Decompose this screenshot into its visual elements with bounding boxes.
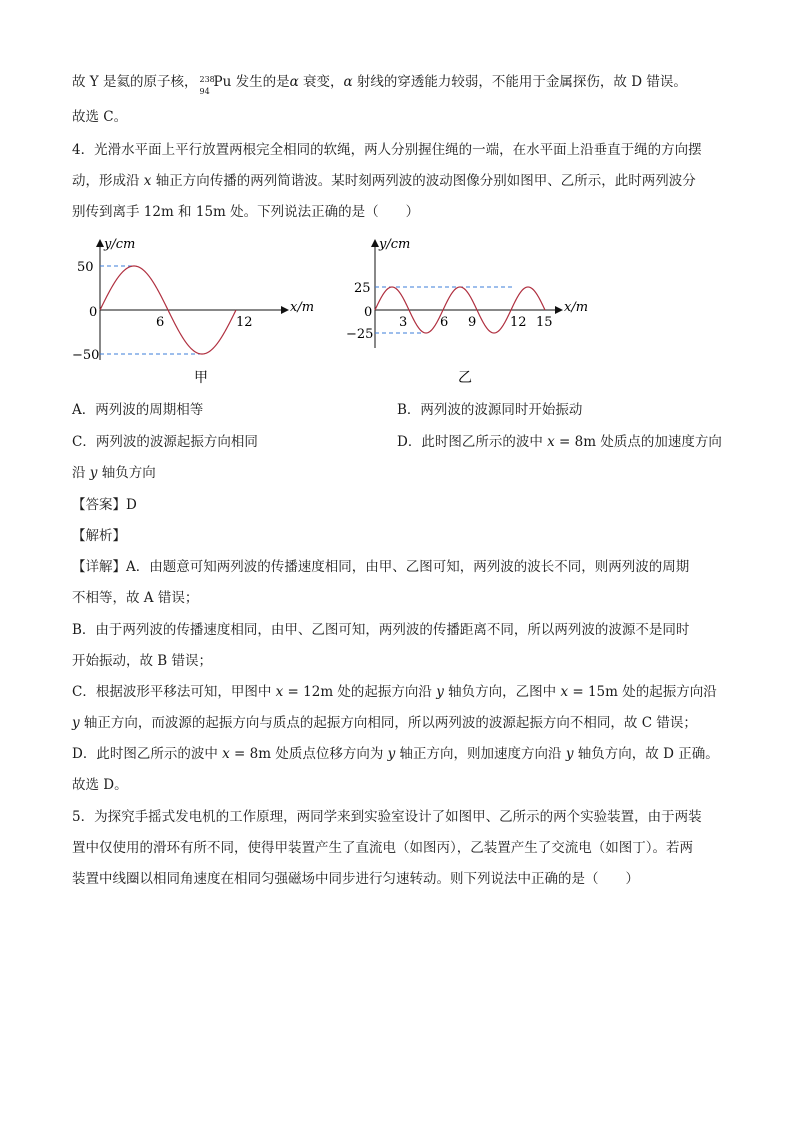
- figure-label-jia: 甲: [194, 370, 208, 386]
- question-4-line-3: 别传到离手 12m 和 15m 处。下列说法正确的是（ ）: [72, 204, 420, 220]
- detail-d-line-1: [72, 745, 719, 763]
- element-symbol: Pu: [213, 74, 232, 90]
- math-var: x: [547, 434, 555, 450]
- text-span: 射线的穿透能力较弱，不能用于金属探伤，故 D 错误。: [352, 74, 687, 90]
- text-span: 故 Y 是氦的原子核，: [72, 74, 198, 90]
- x-tick-label: 12: [510, 315, 527, 330]
- y-tick-label-max: 25: [354, 281, 371, 296]
- detail-b-line-1: B．由于两列波的传播速度相同，由甲、乙图可知，两列波的传播距离不同，所以两列波的波源不是同时: [72, 622, 690, 638]
- math-var: y: [387, 746, 396, 762]
- text-span: D．此时图乙所示的波中: [72, 746, 223, 762]
- figure-label-yi: 乙: [458, 370, 472, 386]
- text-span: 轴负方向，乙图中: [443, 684, 561, 700]
- origin-label: 0: [89, 305, 98, 320]
- text-line-2: 故选 C。: [72, 109, 128, 125]
- text-span: 轴正方向传播的两列简谐波。某时刻两列波的波动图像分别如图甲、乙所示，此时两列波分: [151, 173, 696, 189]
- option-a: A．两列波的周期相等: [72, 402, 204, 418]
- math-var: y: [89, 465, 98, 481]
- text-span: = 8m 处质点的加速度方向: [554, 434, 722, 450]
- math-var: x: [560, 684, 569, 700]
- question-4-line-2: [72, 172, 696, 190]
- y-tick-label-min: −25: [346, 327, 374, 342]
- y-tick-label-min: −50: [72, 348, 100, 363]
- x-tick-label: 15: [536, 315, 553, 330]
- detail-c-line-2: [72, 714, 697, 732]
- option-d-continued: [72, 464, 156, 482]
- analysis-label: 【解析】: [72, 528, 126, 544]
- math-var: y: [72, 715, 80, 731]
- x-tick-label: 9: [468, 315, 477, 330]
- text-span: 轴正方向，而波源的起振方向与质点的起振方向相同，所以两列波的波源起振方向不相同，故 C 错误；: [79, 715, 697, 731]
- text-span: 衰变，: [298, 74, 344, 90]
- text-span: 动，形成沿: [72, 173, 144, 189]
- detail-a-line-1: 【详解】A．由题意可知两列波的传播速度相同，由甲、乙图可知，两列波的波长不同，则两列波的周期: [72, 559, 690, 575]
- question-5-line-3: 装置中线圈以相同角速度在相同匀强磁场中同步进行匀速转动。则下列说法中正确的是（ ）: [72, 871, 639, 887]
- math-var: x: [143, 173, 152, 189]
- mass-number: 238: [199, 74, 215, 84]
- x-tick-label: 6: [440, 315, 449, 330]
- text-span: 轴正方向，则加速度方向沿: [395, 746, 566, 762]
- text-span: = 12m 处的起振方向沿: [283, 684, 437, 700]
- question-4-line-1: 4．光滑水平面上平行放置两根完全相同的软绳，两人分别握住绳的一端，在水平面上沿垂直于绳的方向摆: [72, 142, 702, 158]
- text-span: 沿: [72, 465, 90, 481]
- y-axis-label: y/cm: [379, 237, 411, 252]
- origin-label: 0: [364, 305, 373, 320]
- math-var: y: [565, 746, 574, 762]
- text-span: 轴负方向，故 D 正确。: [573, 746, 719, 762]
- x-axis-label: x/m: [290, 300, 315, 315]
- y-tick-label-max: 50: [77, 260, 94, 275]
- y-axis-label: y/cm: [104, 237, 136, 252]
- text-line-1: [72, 73, 687, 96]
- x-axis-label: x/m: [564, 300, 589, 315]
- option-d: [397, 433, 722, 451]
- detail-d-line-2: 故选 D。: [72, 777, 128, 793]
- math-var: x: [275, 684, 284, 700]
- wave-graph-jia: [70, 232, 330, 390]
- alpha-symbol: α: [289, 74, 299, 90]
- math-var: x: [222, 746, 230, 762]
- atomic-number: 94: [199, 86, 210, 96]
- detail-a-line-2: 不相等，故 A 错误；: [72, 590, 199, 606]
- question-5-line-1: 5．为探究手摇式发电机的工作原理，两同学来到实验室设计了如图甲、乙所示的两个实验装置，由于两装: [72, 809, 702, 825]
- wave-graph-yi: [340, 232, 610, 390]
- answer-label: 【答案】D: [72, 497, 137, 513]
- detail-c-line-1: [72, 683, 717, 701]
- text-span: C．根据波形平移法可知，甲图中: [72, 684, 276, 700]
- math-var: y: [436, 684, 444, 700]
- option-b: B．两列波的波源同时开始振动: [397, 402, 583, 418]
- text-span: = 15m 处的起振方向沿: [568, 684, 717, 700]
- x-tick-label: 3: [399, 315, 408, 330]
- option-c: C．两列波的波源起振方向相同: [72, 434, 258, 450]
- text-span: 轴负方向: [97, 465, 156, 481]
- question-5-line-2: 置中仅使用的滑环有所不同，使得甲装置产生了直流电（如图丙），乙装置产生了交流电（如图丁）。若两: [72, 840, 693, 856]
- text-span: 发生的是: [231, 74, 290, 90]
- x-tick-label: 12: [236, 315, 253, 330]
- detail-b-line-2: 开始振动，故 B 错误；: [72, 653, 213, 669]
- alpha-symbol: α: [343, 74, 353, 90]
- isotope-notation: [198, 74, 215, 96]
- text-span: = 8m 处质点位移方向为: [229, 746, 388, 762]
- text-span: D．此时图乙所示的波中: [397, 434, 548, 450]
- x-tick-label: 6: [156, 315, 165, 330]
